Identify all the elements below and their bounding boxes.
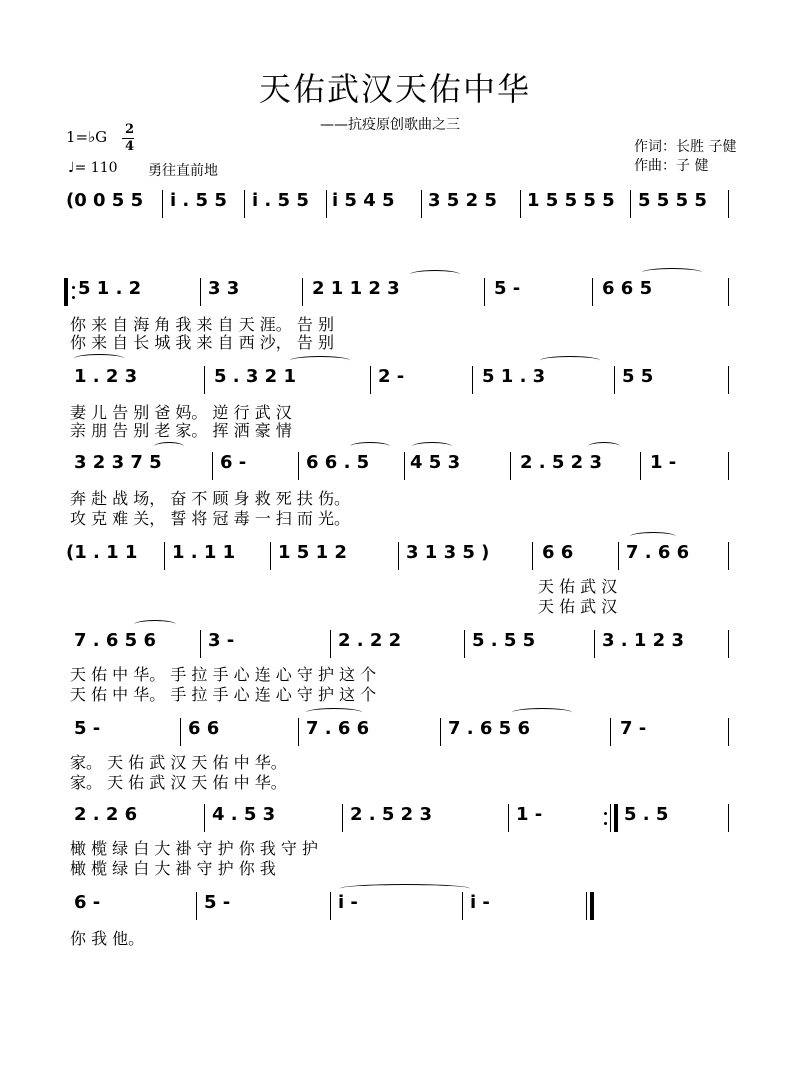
lyrics-verse-1: 天 佑 武 汉 (538, 577, 618, 596)
lyrics-verse-2: 天 佑 武 汉 (538, 597, 618, 616)
measure-notes: 5 - (494, 278, 521, 299)
song-subtitle: ——抗疫原创歌曲之三 (320, 117, 460, 133)
measure-notes: 6 6 . 5 (306, 452, 370, 473)
measure-notes: 1 5 5 5 5 (527, 190, 615, 211)
measure-notes: 1 . 2 3 (74, 366, 138, 387)
lyrics-verse-2: 家。 天 佑 武 汉 天 佑 中 华。 (70, 773, 287, 792)
lyrics-verse-1: 天 佑 中 华。 手 拉 手 心 连 心 守 护 这 个 (70, 665, 377, 684)
score-system-9 (64, 890, 734, 926)
lyrics-verse-2: 橄 榄 绿 白 大 褂 守 护 你 我 (70, 859, 276, 878)
measure-notes: 7 - (620, 718, 647, 739)
measure-notes: 4 5 3 (410, 452, 461, 473)
measure-notes: 2 . 2 6 (74, 804, 138, 825)
song-title: 天佑武汉天佑中华 (258, 70, 531, 108)
measure-notes: 3 . 1 2 3 (602, 630, 685, 651)
score-system-3 (64, 364, 734, 400)
measure-notes: (1 . 1 1 (66, 542, 138, 563)
score-system-6 (64, 628, 734, 664)
lyrics-verse-1: 橄 榄 绿 白 大 褂 守 护 你 我 守 护 (70, 839, 318, 858)
time-signature-top: 2 (125, 122, 135, 137)
measure-notes: (0 0 5 5 (66, 190, 144, 211)
measure-notes: 3 1 3 5 ) (406, 542, 490, 563)
lyrics-verse-1: 你 我 他。 (70, 929, 145, 948)
measure-notes: 1 . 1 1 (172, 542, 236, 563)
lyrics-verse-1: 奔 赴 战 场， 奋 不 顾 身 救 死 扶 伤。 (70, 489, 350, 508)
measure-notes: i . 5 5 (252, 190, 309, 211)
measure-notes: 1 5 1 2 (278, 542, 347, 563)
lyricist-credit: 作词：长胜 子健 (634, 139, 737, 155)
measure-notes: 5 . 5 (624, 804, 669, 825)
measure-notes: 2 . 5 2 3 (520, 452, 603, 473)
measure-notes: 5 - (74, 718, 101, 739)
lyrics-verse-1: 妻 儿 告 别 爸 妈。 逆 行 武 汉 (70, 403, 292, 422)
composer-credit: 作曲：子 健 (634, 158, 709, 174)
lyrics-verse-2: 攻 克 难 关， 誓 将 冠 毒 一 扫 而 光。 (70, 509, 350, 528)
lyrics-verse-2: 天 佑 中 华。 手 拉 手 心 连 心 守 护 这 个 (70, 685, 377, 704)
measure-notes: 1 - (516, 804, 543, 825)
measure-notes: 3 3 (208, 278, 240, 299)
measure-notes: 3 2 3 7 5 (74, 452, 162, 473)
measure-notes: 7 . 6 5 6 (74, 630, 157, 651)
measure-notes: 6 - (74, 892, 101, 913)
measure-notes: 2 1 1 2 3 (312, 278, 400, 299)
score-system-5 (64, 540, 734, 576)
measure-notes: 7 . 6 5 6 (448, 718, 531, 739)
measure-notes: 3 5 2 5 (428, 190, 497, 211)
measure-notes: 5 . 3 2 1 (214, 366, 297, 387)
measure-notes: 2 . 2 2 (338, 630, 402, 651)
key-signature: 1=♭G (66, 128, 108, 146)
measure-notes: 5 1 . 3 (482, 366, 546, 387)
lyrics-verse-1: 家。 天 佑 武 汉 天 佑 中 华。 (70, 753, 287, 772)
measure-notes: 2 . 5 2 3 (350, 804, 433, 825)
measure-notes: 6 6 (542, 542, 574, 563)
lyrics-verse-1: 你 来 自 海 角 我 来 自 天 涯。 告 别 (70, 315, 334, 334)
score-system-7 (64, 716, 734, 752)
measure-notes: 1 - (650, 452, 677, 473)
lyrics-verse-2: 你 来 自 长 城 我 来 自 西 沙， 告 别 (70, 333, 334, 352)
measure-notes: 5 . 5 5 (472, 630, 536, 651)
measure-notes: 4 . 5 3 (212, 804, 276, 825)
measure-notes: i . 5 5 (170, 190, 227, 211)
score-system-1 (64, 188, 734, 224)
expression-marking: 勇往直前地 (148, 163, 218, 179)
score-system-8 (64, 802, 734, 838)
measure-notes: 5 1 . 2 (78, 278, 142, 299)
measure-notes: 6 6 5 (602, 278, 653, 299)
measure-notes: 2 - (378, 366, 405, 387)
lyrics-verse-2: 亲 朋 告 别 老 家。 挥 洒 豪 情 (70, 421, 292, 440)
measure-notes: i - (470, 892, 490, 913)
tempo-marking: ♩= 110 (68, 160, 118, 176)
measure-notes: 3 - (208, 630, 235, 651)
measure-notes: 5 5 5 5 (638, 190, 707, 211)
measure-notes: 5 5 (622, 366, 654, 387)
measure-notes: i 5 4 5 (332, 190, 395, 211)
measure-notes: 6 6 (188, 718, 220, 739)
score-system-4 (64, 450, 734, 486)
time-signature-bottom: 4 (125, 139, 135, 154)
measure-notes: 6 - (220, 452, 247, 473)
score-system-2 (64, 276, 734, 312)
measure-notes: i - (338, 892, 358, 913)
measure-notes: 5 - (204, 892, 231, 913)
measure-notes: 7 . 6 6 (306, 718, 370, 739)
measure-notes: 7 . 6 6 (626, 542, 690, 563)
